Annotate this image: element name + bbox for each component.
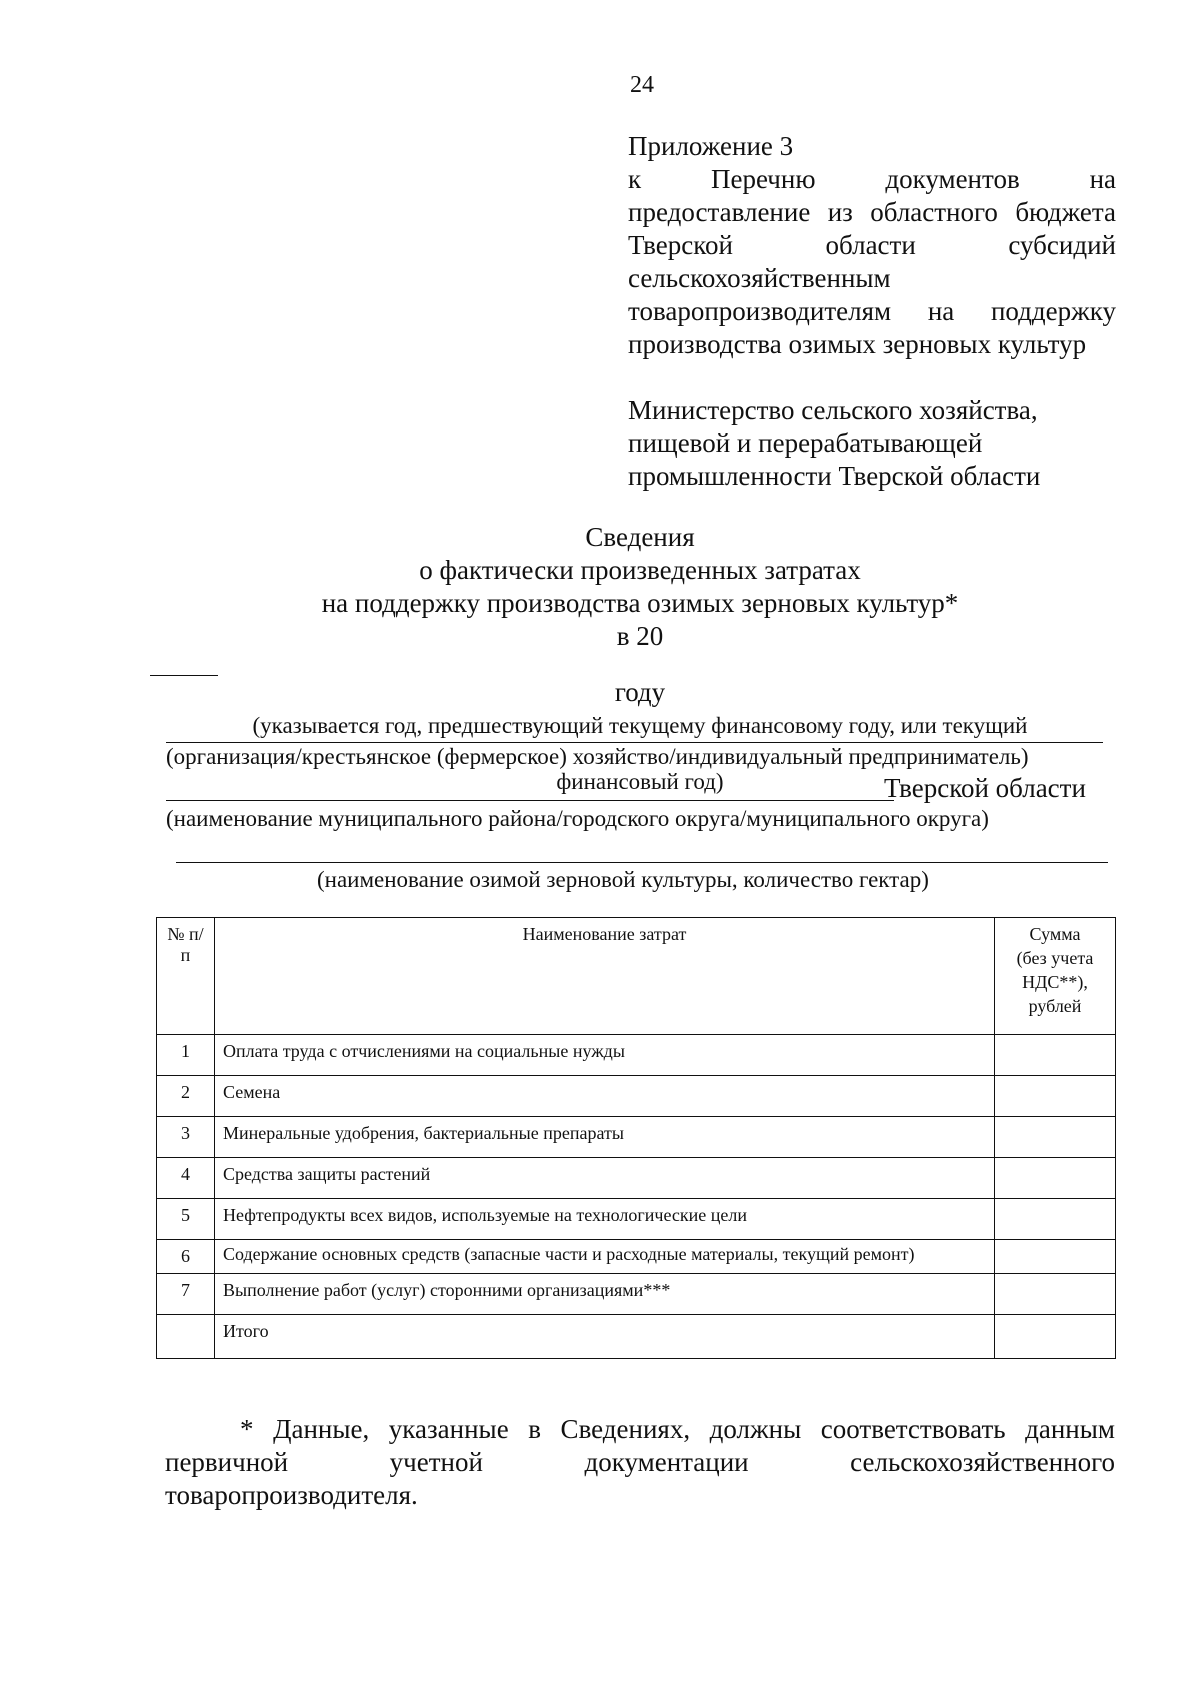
costs-table bbox=[156, 917, 1116, 1359]
region-suffix: Тверской области bbox=[884, 773, 1086, 803]
ministry-line: промышленности Тверской области bbox=[628, 461, 1041, 491]
row-number bbox=[157, 1315, 215, 1359]
appendix-line: товаропроизводителям на поддержку bbox=[628, 296, 1116, 326]
crop-blank-line[interactable] bbox=[176, 862, 1108, 863]
row-sum-field[interactable] bbox=[995, 1240, 1116, 1274]
year-blank-field[interactable] bbox=[150, 653, 218, 676]
crop-caption: (наименование озимой зерновой культуры, количество гектар) bbox=[317, 867, 929, 892]
row-number: 3 bbox=[157, 1117, 215, 1158]
table-row bbox=[157, 1117, 1116, 1158]
appendix-title: Приложение 3 bbox=[628, 131, 794, 161]
table-row bbox=[157, 1199, 1116, 1240]
row-sum-field[interactable] bbox=[995, 1076, 1116, 1117]
year-line bbox=[150, 620, 1130, 709]
row-sum-field[interactable] bbox=[995, 1199, 1116, 1240]
header-sum-line: Сумма bbox=[1029, 924, 1081, 944]
row-name: Семена bbox=[215, 1076, 995, 1117]
municipality-caption: (наименование муниципального района/городского округа/муниципального округа) bbox=[166, 806, 989, 831]
heading-subtitle: на поддержку производства озимых зерновых культур* bbox=[321, 588, 959, 618]
appendix-line: Тверской области субсидий bbox=[628, 230, 1116, 260]
header-sum-line: (без учета bbox=[1016, 948, 1094, 968]
heading-title: Сведения bbox=[585, 522, 695, 552]
table-header-row bbox=[157, 918, 1116, 1035]
municipality-blank-line[interactable] bbox=[166, 800, 894, 801]
header-sum bbox=[995, 918, 1116, 1035]
appendix-line: сельскохозяйственным bbox=[628, 263, 891, 293]
header-name: Наименование затрат bbox=[215, 918, 995, 1035]
row-number: 4 bbox=[157, 1158, 215, 1199]
header-sum-line: рублей bbox=[1028, 996, 1082, 1016]
row-sum-field[interactable] bbox=[995, 1117, 1116, 1158]
ministry-line: Министерство сельского хозяйства, bbox=[628, 395, 1038, 425]
row-sum-field[interactable] bbox=[995, 1315, 1116, 1359]
row-name: Выполнение работ (услуг) сторонними организациями*** bbox=[215, 1274, 995, 1315]
organization-caption: (организация/крестьянское (фермерское) хозяйство/индивидуальный предприниматель) bbox=[166, 744, 1029, 769]
header-number: № п/п bbox=[157, 918, 215, 1035]
year-note-line: финансовый год) bbox=[556, 769, 724, 794]
table-row bbox=[157, 1035, 1116, 1076]
year-suffix: году bbox=[614, 677, 666, 707]
page-number: 24 bbox=[630, 72, 654, 98]
year-note-line: (указывается год, предшествующий текущему финансовому году, или текущий bbox=[252, 713, 1028, 738]
footnote-line: первичной учетной документации сельскохозяйственного bbox=[165, 1447, 1115, 1477]
row-number: 1 bbox=[157, 1035, 215, 1076]
appendix-line: предоставление из областного бюджета bbox=[628, 197, 1116, 227]
footnote-line: товаропроизводителя. bbox=[165, 1480, 418, 1510]
header-sum-line: НДС**), bbox=[1022, 972, 1088, 992]
footnote bbox=[165, 1413, 1115, 1512]
table-row bbox=[157, 1240, 1116, 1274]
heading-subtitle: о фактически произведенных затратах bbox=[419, 555, 861, 585]
row-name: Минеральные удобрения, бактериальные препараты bbox=[215, 1117, 995, 1158]
row-name: Средства защиты растений bbox=[215, 1158, 995, 1199]
row-number: 2 bbox=[157, 1076, 215, 1117]
ministry-addressee bbox=[628, 394, 1108, 493]
row-number: 5 bbox=[157, 1199, 215, 1240]
table-row bbox=[157, 1076, 1116, 1117]
appendix-block bbox=[628, 130, 1116, 361]
appendix-body bbox=[628, 163, 1116, 361]
appendix-line: производства озимых зерновых культур bbox=[628, 329, 1087, 359]
table-row bbox=[157, 1274, 1116, 1315]
row-sum-field[interactable] bbox=[995, 1274, 1116, 1315]
table-total-row bbox=[157, 1315, 1116, 1359]
row-number: 7 bbox=[157, 1274, 215, 1315]
year-prefix: в 20 bbox=[616, 621, 664, 651]
row-name: Содержание основных средств (запасные части и расходные материалы, текущий ремонт) bbox=[215, 1240, 995, 1274]
footnote-line: * Данные, указанные в Сведениях, должны соответствовать данным bbox=[240, 1414, 1115, 1444]
row-name: Оплата труда с отчислениями на социальные нужды bbox=[215, 1035, 995, 1076]
ministry-line: пищевой и перерабатывающей bbox=[628, 428, 983, 458]
row-sum-field[interactable] bbox=[995, 1158, 1116, 1199]
row-name: Итого bbox=[215, 1315, 995, 1359]
row-name: Нефтепродукты всех видов, используемые на технологические цели bbox=[215, 1199, 995, 1240]
row-number: 6 bbox=[157, 1240, 215, 1274]
table-row bbox=[157, 1158, 1116, 1199]
appendix-line: к Перечню документов на bbox=[628, 164, 1116, 194]
row-sum-field[interactable] bbox=[995, 1035, 1116, 1076]
